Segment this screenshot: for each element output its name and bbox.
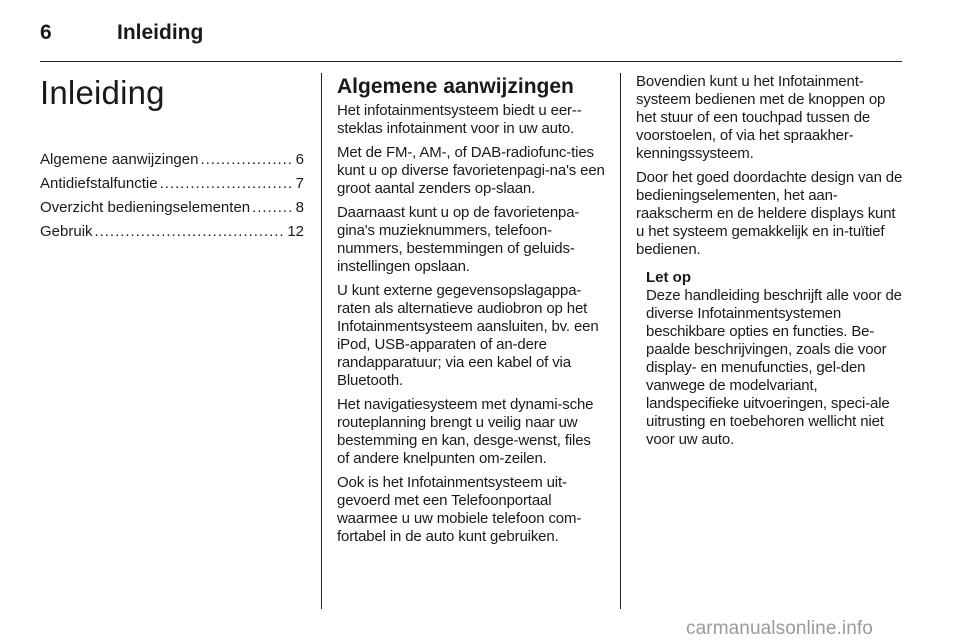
continuation-column <box>636 73 904 449</box>
header-rule <box>40 61 902 62</box>
page-header <box>40 20 902 50</box>
toc-entry-label: Antidiefstalfunctie <box>40 175 158 192</box>
toc-entry-page: 8 <box>295 199 304 216</box>
column-divider <box>321 73 322 609</box>
toc-dot-leader <box>252 196 294 220</box>
chapter-title: Inleiding <box>40 74 165 111</box>
note-title: Let op <box>646 269 691 286</box>
toc-entry-label: Overzicht bedieningselementen <box>40 199 251 216</box>
column-divider <box>620 73 621 609</box>
watermark: carmanualsonline.info <box>686 618 873 639</box>
body-paragraph: U kunt externe gegevensopslagappa-raten als alternatieve audiobron op het Infotainmentsysteem aansluiten, bv. een iPod, USB-apparaten of an-dere randapparatuur; via een kabel of via Bluetooth. <box>337 282 599 389</box>
note-text: Deze handleiding beschrijft alle voor de diverse Infotainmentsystemen beschikbare opties en functies. Be-paalde beschrijvingen, zoals die voor display- en menufuncties, gel-den vanwege de modelvariant, landspecifieke uitvoeringen, speci-ale uitrusting en toebehoren wellicht niet voor uw auto. <box>646 287 902 448</box>
toc-entry[interactable] <box>40 148 304 172</box>
page-number: 6 <box>40 21 52 44</box>
toc-entry[interactable] <box>40 172 304 196</box>
toc-entry-page: 12 <box>287 223 304 240</box>
body-paragraph: Ook is het Infotainmentsysteem uit-gevoerd met een Telefoonportaal waarmee u uw mobiele telefoon com-fortabel in de auto kunt gebruiken. <box>337 474 582 545</box>
body-paragraph: Bovendien kunt u het Infotainment-systeem bedienen met de knoppen op het stuur of een touchpad tussen de voorstoelen, of via het spraakher-kenningssysteem. <box>636 73 886 162</box>
toc-entry[interactable] <box>40 196 304 220</box>
toc-entry[interactable] <box>40 220 304 244</box>
toc-dot-leader <box>200 148 293 172</box>
body-paragraph: Daarnaast kunt u op de favorietenpa-gina's muzieknummers, telefoon-nummers, bestemmingen of geluids-instellingen opslaan. <box>337 204 580 275</box>
body-paragraph: Het infotainmentsysteem biedt u eer-steklas infotainment voor in uw auto. <box>337 102 582 137</box>
body-paragraph: Het navigatiesysteem met dynami-sche routeplanning brengt u veilig naar uw bestemming en kan, desge-wenst, files of andere knelpunten om-zeilen. <box>337 396 594 467</box>
chapter-column <box>40 73 304 244</box>
note-box <box>646 269 904 449</box>
table-of-contents <box>40 148 304 244</box>
body-paragraph: Met de FM-, AM-, of DAB-radiofunc-ties kunt u op diverse favorietenpagi-na's een groot aantal zenders op-slaan. <box>337 144 605 197</box>
toc-entry-label: Algemene aanwijzingen <box>40 151 199 168</box>
toc-entry-page: 6 <box>295 151 304 168</box>
running-title: Inleiding <box>117 21 204 44</box>
toc-dot-leader <box>160 172 294 196</box>
section-title: Algemene aanwijzingen <box>337 75 574 98</box>
section-column <box>337 73 606 552</box>
toc-entry-page: 7 <box>295 175 304 192</box>
toc-dot-leader <box>95 220 286 244</box>
body-paragraph: Door het goed doordachte design van de bedieningselementen, het aan-raakscherm en de heldere displays kunt u het systeem gemakkelijk en in-tuïtief bedienen. <box>636 169 903 258</box>
toc-entry-label: Gebruik <box>40 223 93 240</box>
